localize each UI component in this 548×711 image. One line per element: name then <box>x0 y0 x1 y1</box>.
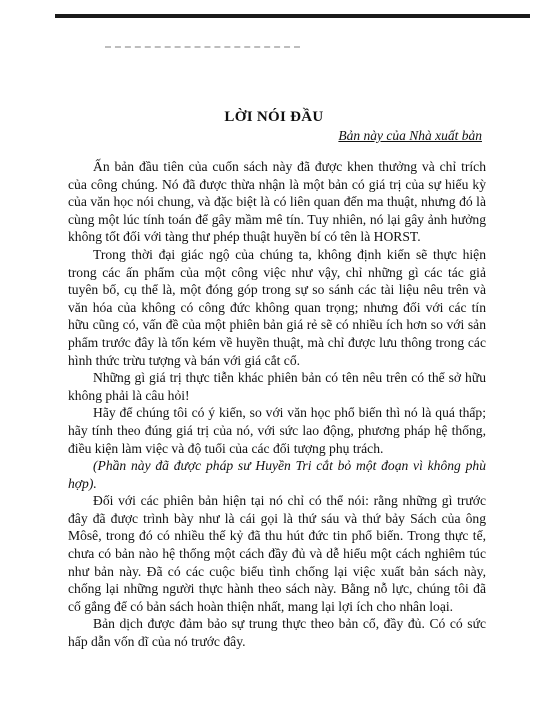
page-title: LỜI NÓI ĐẦU <box>224 109 324 125</box>
editor-note: (Phần này đã được pháp sư Huyền Tri cắt bỏ một đoạn vì không phù hợp). <box>68 458 486 491</box>
paragraph-5: Đối với các phiên bản hiện tại nó chỉ có thể nói: rằng những gì trước đây đã được trình bày như là cái gọi là thứ sáu và thứ bảy Sách của ông Môsê, trong đó có nhiều thế kỷ đã thu hút đức tin phổ biến. Trong thực tế, chưa có bản nào hệ thống một cách đầy đủ và dễ hiểu một cách nghiêm túc như bản này. Đã có các cuộc biểu tình chống lại việc xuất bản sách này, chống lại những người thực hành theo sách này. Bằng nỗ lực, chúng tôi đã cố gắng để có bản sách hoàn thiện nhất, mang lại lợi ích cho nhân loại. <box>68 493 486 614</box>
paragraph-6: Bản dịch được đảm bảo sự trung thực theo bản cổ, đầy đủ. Có có sức hấp dẫn vốn dĩ của nó trước đây. <box>68 616 486 650</box>
paragraph-4: Hãy để chúng tôi có ý kiến, so với văn học phổ biến thì nó là quá thấp; hãy tính theo đúng giá trị của nó, với sức lao động, phương pháp hệ thống, điều kiện làm việc và độ tuổi của các đối tượng phụ trách. <box>68 405 486 456</box>
paragraph-1: Ấn bản đầu tiên của cuốn sách này đã được khen thưởng và chỉ trích của công chúng. Nó đã được thừa nhận là một bản có giá trị của sự hiếu kỳ của văn học nói chung, và đặc biệt là có liên quan đến ma thuật, nhưng đó là cùng một lúc tính toán để gây mầm mê tín. Tuy nhiên, nó lại gây ảnh hưởng không tốt đối với tàng thư phép thuật huyền bí có tên là HORST. <box>68 159 486 245</box>
page-subtitle: Bản này của Nhà xuất bản <box>338 128 482 143</box>
header-dashed-rule <box>105 46 300 48</box>
header-rule <box>55 14 530 18</box>
body-text <box>68 150 486 651</box>
paragraph-3: Những gì giá trị thực tiễn khác phiên bản có tên nêu trên có thể sở hữu không phải là câu hỏi! <box>68 370 486 403</box>
paragraph-2: Trong thời đại giác ngộ của chúng ta, không định kiến sẽ thực hiện trong các ấn phẩm của một công việc như vậy, chỉ những gì các tác giả tuyên bố, cụ thể là, một đóng góp trong sự so sánh các tài liệu nêu trên và văn hóa của không có công đức không quan trọng; nhưng đối với các tín hữu cũng có, vấn đề của một phiên bản giá rẻ sẽ có nhiều ích hơn so với sản phẩm trước đây là tốn kém về huyền thuật, mà chỉ được lưu thông trong các hình thức trừu tượng và bán với giá cắt cổ. <box>68 246 486 368</box>
